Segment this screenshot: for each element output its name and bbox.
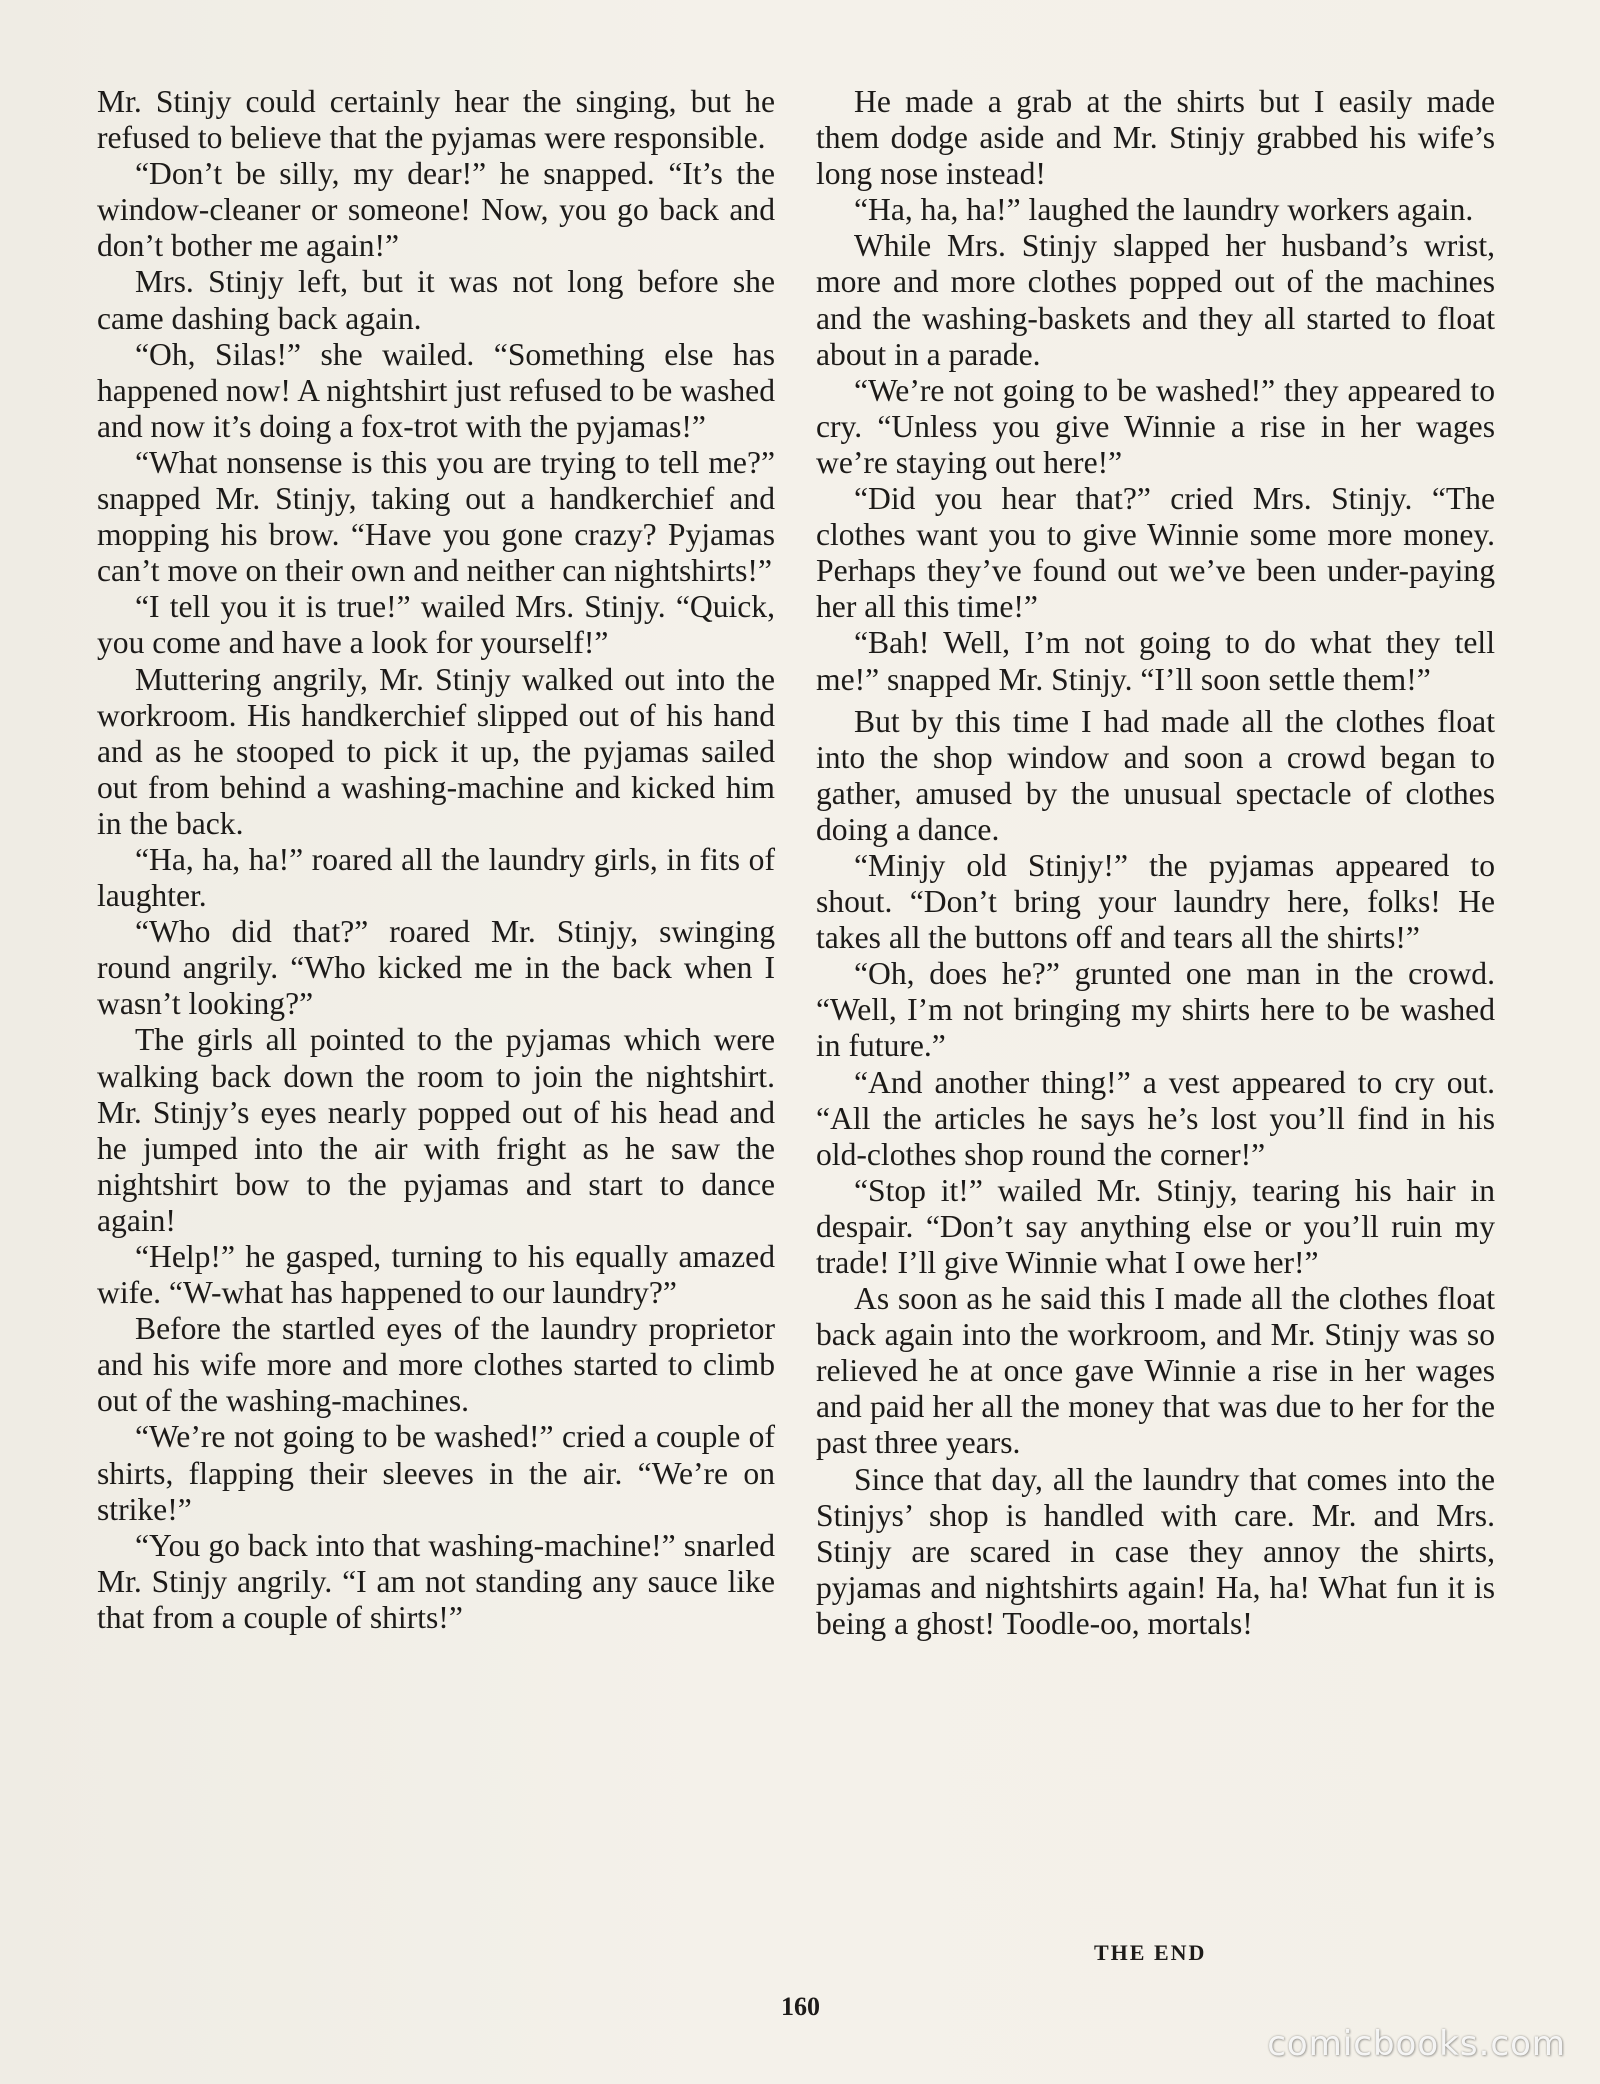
paragraph: “Bah! Well, I’m not going to do what they tell me!” snapped Mr. Stinjy. “I’ll soon settle them!” xyxy=(816,625,1495,697)
paragraph: “We’re not going to be washed!” they appeared to cry. “Unless you give Winnie a rise in her wages we’re staying out here!” xyxy=(816,372,1495,480)
paragraph: While Mrs. Stinjy slapped her husband’s wrist, more and more clothes popped out of the machines and the washing-baskets and they all started to float about in a parade. xyxy=(816,228,1495,372)
paragraph: But by this time I had made all the clothes float into the shop window and soon a crowd began to gather, amused by the unusual spectacle of clothes doing a dance. xyxy=(816,703,1495,847)
paragraph: He made a grab at the shirts but I easily made them dodge aside and Mr. Stinjy grabbed his wife’s long nose instead! xyxy=(816,84,1495,192)
paragraph: The girls all pointed to the pyjamas which were walking back down the room to join the nightshirt. Mr. Stinjy’s eyes nearly popped out of his head and he jumped into the air with fright as he saw the nightshirt bow to the pyjamas and start to dance again! xyxy=(97,1022,775,1238)
paragraph: “Who did that?” roared Mr. Stinjy, swinging round angrily. “Who kicked me in the back when I wasn’t looking?” xyxy=(97,914,775,1022)
paragraph: Since that day, all the laundry that comes into the Stinjys’ shop is handled with care. Mr. and Mrs. Stinjy are scared in case they annoy the shirts, pyjamas and nightshirts again! Ha, ha! What fun it is being a ghost! Toodle-oo, mortals! xyxy=(816,1461,1495,1641)
left-text-column xyxy=(97,84,775,1636)
right-text-column xyxy=(816,84,1495,1642)
paragraph: Mrs. Stinjy left, but it was not long before she came dashing back again. xyxy=(97,264,775,336)
paragraph: “Ha, ha, ha!” roared all the laundry girls, in fits of laughter. xyxy=(97,841,775,914)
paragraph: “Oh, Silas!” she wailed. “Something else has happened now! A nightshirt just refused to be washed and now it’s doing a fox-trot with the pyjamas!” xyxy=(97,336,775,444)
paragraph: Mr. Stinjy could certainly hear the singing, but he refused to believe that the pyjamas were responsible. xyxy=(97,84,775,156)
paragraph: “We’re not going to be washed!” cried a couple of shirts, flapping their sleeves in the air. “We’re on strike!” xyxy=(97,1419,775,1527)
paragraph: “Help!” he gasped, turning to his equally amazed wife. “W-what has happened to our laundry?” xyxy=(97,1239,775,1311)
paragraph: “Ha, ha, ha!” laughed the laundry workers again. xyxy=(854,192,1474,228)
paragraph: “Did you hear that?” cried Mrs. Stinjy. “The clothes want you to give Winnie some more money. Perhaps they’ve found out we’ve been under-paying her all this time!” xyxy=(816,481,1495,625)
paragraph: “Stop it!” wailed Mr. Stinjy, tearing his hair in despair. “Don’t say anything else or you’ll ruin my trade! I’ll give Winnie what I owe her!” xyxy=(816,1172,1495,1280)
paragraph: “Oh, does he?” grunted one man in the crowd. “Well, I’m not bringing my shirts here to be washed in future.” xyxy=(816,956,1495,1064)
paragraph: “What nonsense is this you are trying to tell me?” snapped Mr. Stinjy, taking out a handkerchief and mopping his brow. “Have you gone crazy? Pyjamas can’t move on their own and neither can nightshirts!” xyxy=(97,444,775,589)
the-end-label: THE END xyxy=(1094,1940,1207,1965)
paragraph: “Don’t be silly, my dear!” he snapped. “It’s the window-cleaner or someone! Now, you go back and don’t bother me again!” xyxy=(97,156,775,264)
paragraph: Muttering angrily, Mr. Stinjy walked out into the workroom. His handkerchief slipped out of his hand and as he stooped to pick it up, the pyjamas sailed out from behind a washing-machine and kicked him in the back. xyxy=(97,661,775,841)
paragraph: As soon as he said this I made all the clothes float back again into the workroom, and Mr. Stinjy was so relieved he at once gave Winnie a rise in her wages and paid her all the money that was due to her for the past three years. xyxy=(816,1281,1495,1461)
watermark: comicbooks.com xyxy=(1267,2024,1566,2064)
page-number: 160 xyxy=(781,1992,820,2021)
paragraph: Before the startled eyes of the laundry proprietor and his wife more and more clothes started to climb out of the washing-machines. xyxy=(97,1311,775,1419)
paragraph: “You go back into that washing-machine!” snarled Mr. Stinjy angrily. “I am not standing any sauce like that from a couple of shirts!” xyxy=(97,1527,775,1635)
paragraph: “Minjy old Stinjy!” the pyjamas appeared to shout. “Don’t bring your laundry here, folks! He takes all the buttons off and tears all the shirts!” xyxy=(816,847,1495,956)
paragraph: “I tell you it is true!” wailed Mrs. Stinjy. “Quick, you come and have a look for yourself!” xyxy=(97,589,775,661)
paragraph: “And another thing!” a vest appeared to cry out. “All the articles he says he’s lost you’ll find in his old-clothes shop round the corner!” xyxy=(816,1064,1495,1172)
